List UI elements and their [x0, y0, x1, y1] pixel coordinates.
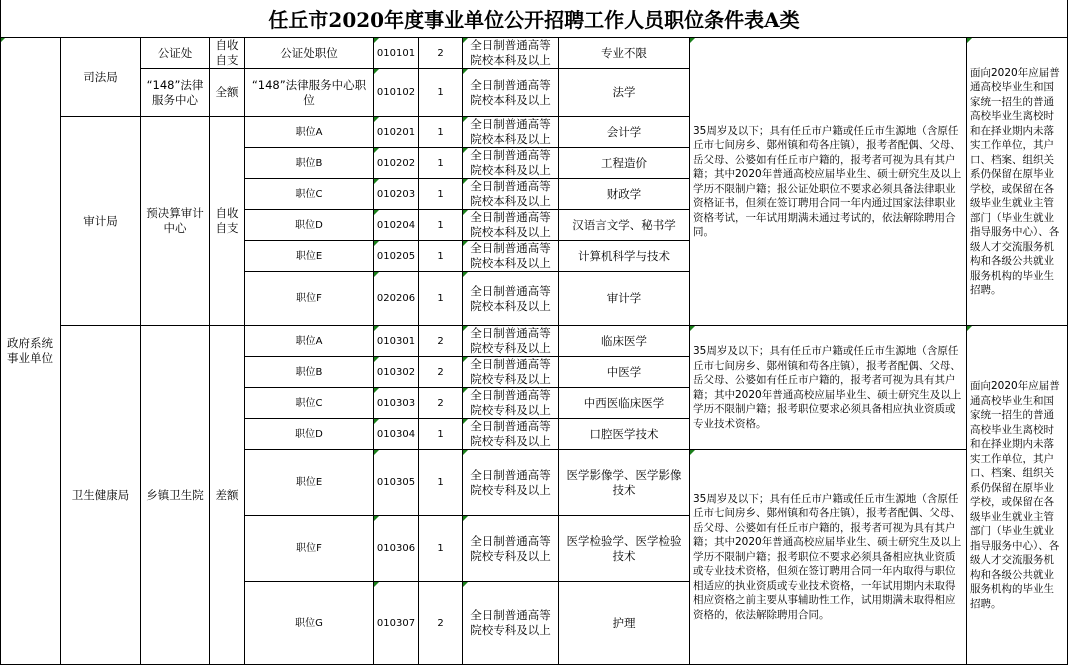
- position-cell: 职位F: [245, 272, 374, 326]
- count-cell: 2: [419, 582, 463, 665]
- count-cell: 1: [419, 241, 463, 272]
- major-cell: 中医学: [559, 357, 690, 388]
- education-cell: 全日制普通高等院校本科及以上: [463, 241, 559, 272]
- count-cell: 1: [419, 210, 463, 241]
- count-cell: 1: [419, 419, 463, 450]
- dept-cell: 卫生健康局: [61, 326, 141, 665]
- major-cell: 财政学: [559, 179, 690, 210]
- count-cell: 1: [419, 148, 463, 179]
- target-note: 面向2020年应届普通高校毕业生和国家统一招生的普通高校毕业生离校时和在择业期内未落实工作单位，其户口、档案、组织关系仍保留在原毕业学校，或保留在各级毕业生就业主管部门（毕业生就业指导服务中心）、各级人才交流服务机构和各级公共就业服务机构的毕业生招聘。: [967, 38, 1068, 326]
- count-cell: 2: [419, 38, 463, 69]
- position-cell: 职位D: [245, 210, 374, 241]
- code-cell: 010304: [374, 419, 419, 450]
- position-cell: 职位B: [245, 148, 374, 179]
- position-cell: 职位D: [245, 419, 374, 450]
- unit-cell: 公证处: [141, 38, 210, 69]
- education-cell: 全日制普通高等院校专科及以上: [463, 450, 559, 516]
- requirements-note: 35周岁及以下；具有任丘市户籍或任丘市生源地（含原任丘市七间房乡、鄚州镇和苟各庄镇），报考者配偶、父母、岳父母、公婆如有任丘市户籍的，报考者可视为具有其户籍；其中2020年普通高校应届毕业生、硕士研究生及以上学历不限制户籍；报考职位不要求必须具备相应执业资质或专业技术资格，但须在签订聘用合同一年内取得与职位相适应的执业资质或专业技术资格，一年试用期内未取得相应资格之前主要从事辅助性工作，试用期满未取得相应资格的，依法解除聘用合同。: [690, 450, 967, 665]
- funding-cell: 自收自支: [210, 38, 245, 69]
- position-cell: 职位A: [245, 117, 374, 148]
- major-cell: 专业不限: [559, 38, 690, 69]
- count-cell: 2: [419, 326, 463, 357]
- major-cell: 口腔医学技术: [559, 419, 690, 450]
- position-cell: 职位E: [245, 450, 374, 516]
- code-cell: 010101: [374, 38, 419, 69]
- code-cell: 010205: [374, 241, 419, 272]
- dept-cell: 司法局: [61, 38, 141, 117]
- count-cell: 2: [419, 388, 463, 419]
- code-cell: 010201: [374, 117, 419, 148]
- major-cell: 临床医学: [559, 326, 690, 357]
- count-cell: 1: [419, 179, 463, 210]
- major-cell: 审计学: [559, 272, 690, 326]
- page-title: 任丘市2020年度事业单位公开招聘工作人员职位条件表A类: [0, 0, 1068, 38]
- unit-cell: 预决算审计中心: [141, 117, 210, 326]
- education-cell: 全日制普通高等院校本科及以上: [463, 272, 559, 326]
- unit-cell: “148”法律服务中心: [141, 69, 210, 117]
- major-cell: 汉语言文学、秘书学: [559, 210, 690, 241]
- position-cell: “148”法律服务中心职位: [245, 69, 374, 117]
- education-cell: 全日制普通高等院校本科及以上: [463, 148, 559, 179]
- code-cell: 010203: [374, 179, 419, 210]
- funding-cell: 自收自支: [210, 117, 245, 326]
- position-cell: 职位F: [245, 516, 374, 582]
- major-cell: 中西医临床医学: [559, 388, 690, 419]
- education-cell: 全日制普通高等院校专科及以上: [463, 516, 559, 582]
- major-cell: 护理: [559, 582, 690, 665]
- major-cell: 法学: [559, 69, 690, 117]
- code-cell: 010305: [374, 450, 419, 516]
- count-cell: 1: [419, 117, 463, 148]
- count-cell: 1: [419, 69, 463, 117]
- position-cell: 职位C: [245, 388, 374, 419]
- education-cell: 全日制普通高等院校专科及以上: [463, 582, 559, 665]
- position-cell: 职位G: [245, 582, 374, 665]
- major-cell: 医学影像学、医学影像技术: [559, 450, 690, 516]
- major-cell: 医学检验学、医学检验技术: [559, 516, 690, 582]
- education-cell: 全日制普通高等院校本科及以上: [463, 117, 559, 148]
- count-cell: 1: [419, 272, 463, 326]
- major-cell: 会计学: [559, 117, 690, 148]
- code-cell: 010102: [374, 69, 419, 117]
- position-cell: 职位B: [245, 357, 374, 388]
- requirements-note: 35周岁及以下；具有任丘市户籍或任丘市生源地（含原任丘市七间房乡、鄚州镇和苟各庄镇），报考者配偶、父母、岳父母、公婆如有任丘市户籍的，报考者可视为具有其户籍；其中2020年普通高校应届毕业生、硕士研究生及以上学历不限制户籍；报考职位要求必须具备相应执业资质或专业技术资格。: [690, 326, 967, 450]
- dept-cell: 审计局: [61, 117, 141, 326]
- code-cell: 020206: [374, 272, 419, 326]
- education-cell: 全日制普通高等院校本科及以上: [463, 38, 559, 69]
- education-cell: 全日制普通高等院校专科及以上: [463, 326, 559, 357]
- category-cell: 政府系统事业单位: [0, 38, 61, 665]
- code-cell: 010303: [374, 388, 419, 419]
- code-cell: 010307: [374, 582, 419, 665]
- target-note: 面向2020年应届普通高校毕业生和国家统一招生的普通高校毕业生离校时和在择业期内未落实工作单位，其户口、档案、组织关系仍保留在原毕业学校，或保留在各级毕业生就业主管部门（毕业生就业指导服务中心）、各级人才交流服务机构和各级公共就业服务机构的毕业生招聘。: [967, 326, 1068, 665]
- unit-cell: 乡镇卫生院: [141, 326, 210, 665]
- education-cell: 全日制普通高等院校专科及以上: [463, 357, 559, 388]
- major-cell: 工程造价: [559, 148, 690, 179]
- major-cell: 计算机科学与技术: [559, 241, 690, 272]
- code-cell: 010301: [374, 326, 419, 357]
- code-cell: 010306: [374, 516, 419, 582]
- funding-cell: 全额: [210, 69, 245, 117]
- position-cell: 职位E: [245, 241, 374, 272]
- code-cell: 010204: [374, 210, 419, 241]
- count-cell: 1: [419, 450, 463, 516]
- position-cell: 职位A: [245, 326, 374, 357]
- requirements-note: 35周岁及以下；具有任丘市户籍或任丘市生源地（含原任丘市七间房乡、鄚州镇和苟各庄镇），报考者配偶、父母、岳父母、公婆如有任丘市户籍的，报考者可视为具有其户籍；其中2020年普通高校应届毕业生、硕士研究生及以上学历不限制户籍；报公证处职位不要求必须具备法律职业资格证书，但须在签订聘用合同一年内通过国家法律职业资格考试，一年试用期满未通过考试的，依法解除聘用合同。: [690, 38, 967, 326]
- education-cell: 全日制普通高等院校本科及以上: [463, 210, 559, 241]
- education-cell: 全日制普通高等院校专科及以上: [463, 388, 559, 419]
- count-cell: 2: [419, 357, 463, 388]
- education-cell: 全日制普通高等院校专科及以上: [463, 419, 559, 450]
- code-cell: 010202: [374, 148, 419, 179]
- code-cell: 010302: [374, 357, 419, 388]
- position-cell: 公证处职位: [245, 38, 374, 69]
- position-cell: 职位C: [245, 179, 374, 210]
- count-cell: 1: [419, 516, 463, 582]
- education-cell: 全日制普通高等院校本科及以上: [463, 69, 559, 117]
- education-cell: 全日制普通高等院校本科及以上: [463, 179, 559, 210]
- funding-cell: 差额: [210, 326, 245, 665]
